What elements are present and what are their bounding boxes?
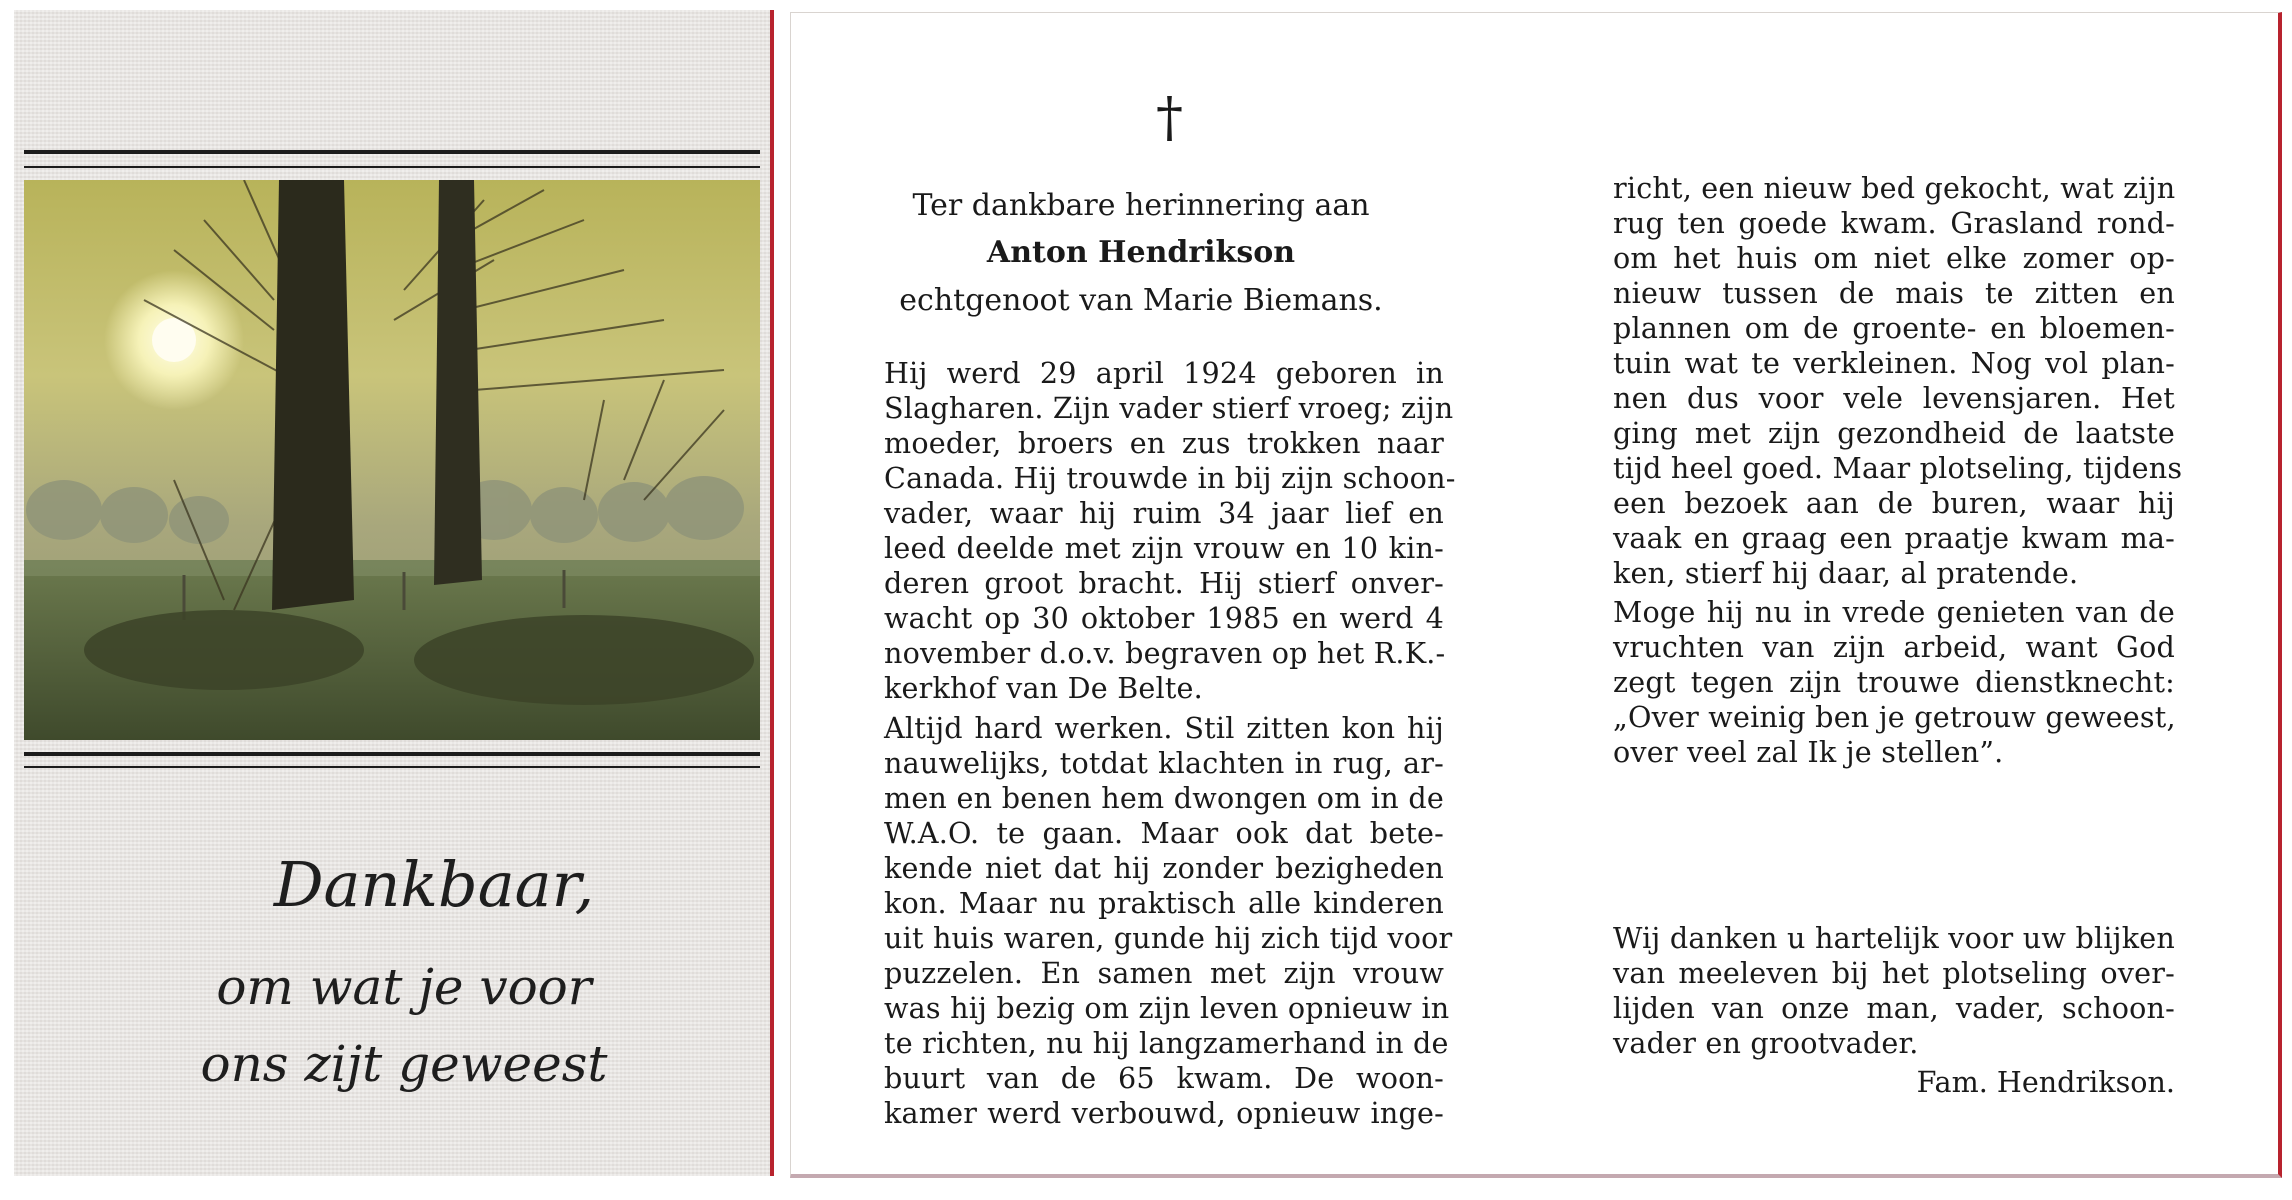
text-line: Altijd hard werken. Stil zitten kon hij [884, 711, 1444, 745]
text-line: Canada. Hij trouwde in bij zijn schoon- [884, 461, 1456, 495]
text-line: nen dus voor vele levensjaren. Het [1613, 381, 2175, 415]
text-line: W.A.O. te gaan. Maar ook dat bete- [884, 816, 1444, 850]
card-inside [790, 12, 2282, 1178]
misty-sunrise-trees-photo [24, 180, 760, 740]
text-line: vader, waar hij ruim 34 jaar lief en [884, 496, 1444, 530]
text-line: over veel zal Ik je stellen”. [1613, 735, 2004, 769]
family-signature: Fam. Hendrikson. [1916, 1065, 2175, 1099]
heading-remembrance: Ter dankbare herinnering aan [912, 188, 1370, 223]
text-line: Moge hij nu in vrede genieten van de [1613, 595, 2175, 629]
script-line-2: om wat je voor [216, 958, 592, 1016]
text-line: leed deelde met zijn vrouw en 10 kin- [884, 531, 1444, 565]
text-line: wacht op 30 oktober 1985 en werd 4 [884, 601, 1444, 635]
heading-spouse: echtgenoot van Marie Biemans. [899, 283, 1383, 318]
text-line: plannen om de groente- en bloemen- [1613, 311, 2175, 345]
text-line: kende niet dat hij zonder bezigheden [884, 851, 1444, 885]
text-line: tuin wat te verkleinen. Nog vol plan- [1613, 346, 2175, 380]
text-line: puzzelen. En samen met zijn vrouw [884, 956, 1444, 990]
paragraph-work-life [884, 711, 1453, 1131]
text-line: men en benen hem dwongen om in de [884, 781, 1444, 815]
text-line: ging met zijn gezondheid de laatste [1613, 416, 2175, 450]
text-line: vaak en graag een praatje kwam ma- [1613, 521, 2175, 555]
script-line-3: ons zijt geweest [200, 1035, 608, 1093]
paragraph-biography [884, 356, 1456, 706]
paragraph-continuation [1613, 171, 2183, 591]
deceased-name: Anton Hendrikson [986, 235, 1296, 270]
text-line: was hij bezig om zijn leven opnieuw in [884, 991, 1450, 1025]
text-line: zegt tegen zijn trouwe dienstknecht: [1613, 665, 2175, 699]
text-line: kerkhof van De Belte. [884, 671, 1203, 705]
text-line: Hij werd 29 april 1924 geboren in [884, 356, 1444, 390]
divider-bottom [24, 752, 760, 756]
text-line: kon. Maar nu praktisch alle kinderen [884, 886, 1444, 920]
text-line: ken, stierf hij daar, al pratende. [1613, 556, 2079, 590]
script-dankbaar: Dankbaar, [273, 848, 595, 921]
text-line: Wij danken u hartelijk voor uw blijken [1613, 921, 2175, 955]
text-line: tijd heel goed. Maar plotseling, tijdens [1613, 451, 2183, 485]
text-line: nauwelijks, totdat klachten in rug, ar- [884, 746, 1444, 780]
cross-icon: † [1156, 86, 1183, 149]
paragraph-thanks [1613, 921, 2175, 1061]
text-line: kamer werd verbouwd, opnieuw inge- [884, 1096, 1444, 1130]
text-line: een bezoek aan de buren, waar hij [1613, 486, 2175, 520]
text-line: moeder, broers en zus trokken naar [884, 426, 1444, 460]
divider-top-thin [24, 166, 760, 168]
text-line: lijden van onze man, vader, schoon- [1613, 991, 2175, 1025]
text-line: deren groot bracht. Hij stierf onver- [884, 566, 1444, 600]
text-line: vruchten van zijn arbeid, want God [1613, 630, 2175, 664]
text-line: uit huis waren, gunde hij zich tijd voor [884, 921, 1453, 955]
text-line: richt, een nieuw bed gekocht, wat zijn [1613, 171, 2176, 205]
text-line: buurt van de 65 kwam. De woon- [884, 1061, 1444, 1095]
text-line: om het huis om niet elke zomer op- [1613, 241, 2175, 275]
text-line: Slagharen. Zijn vader stierf vroeg; zijn [884, 391, 1454, 425]
card-front [14, 10, 774, 1176]
text-line: „Over weinig ben je getrouw geweest, [1613, 700, 2176, 734]
text-line: rug ten goede kwam. Grasland rond- [1613, 206, 2175, 240]
text-line: vader en grootvader. [1613, 1026, 1919, 1060]
divider-top [24, 150, 760, 154]
paragraph-prayer [1613, 595, 2175, 770]
text-line: november d.o.v. begraven op het R.K.- [884, 636, 1446, 670]
divider-bottom-thin [24, 766, 760, 768]
text-line: nieuw tussen de mais te zitten en [1613, 276, 2175, 310]
text-line: van meeleven bij het plotseling over- [1613, 956, 2175, 990]
text-line: te richten, nu hij langzamerhand in de [884, 1026, 1449, 1060]
